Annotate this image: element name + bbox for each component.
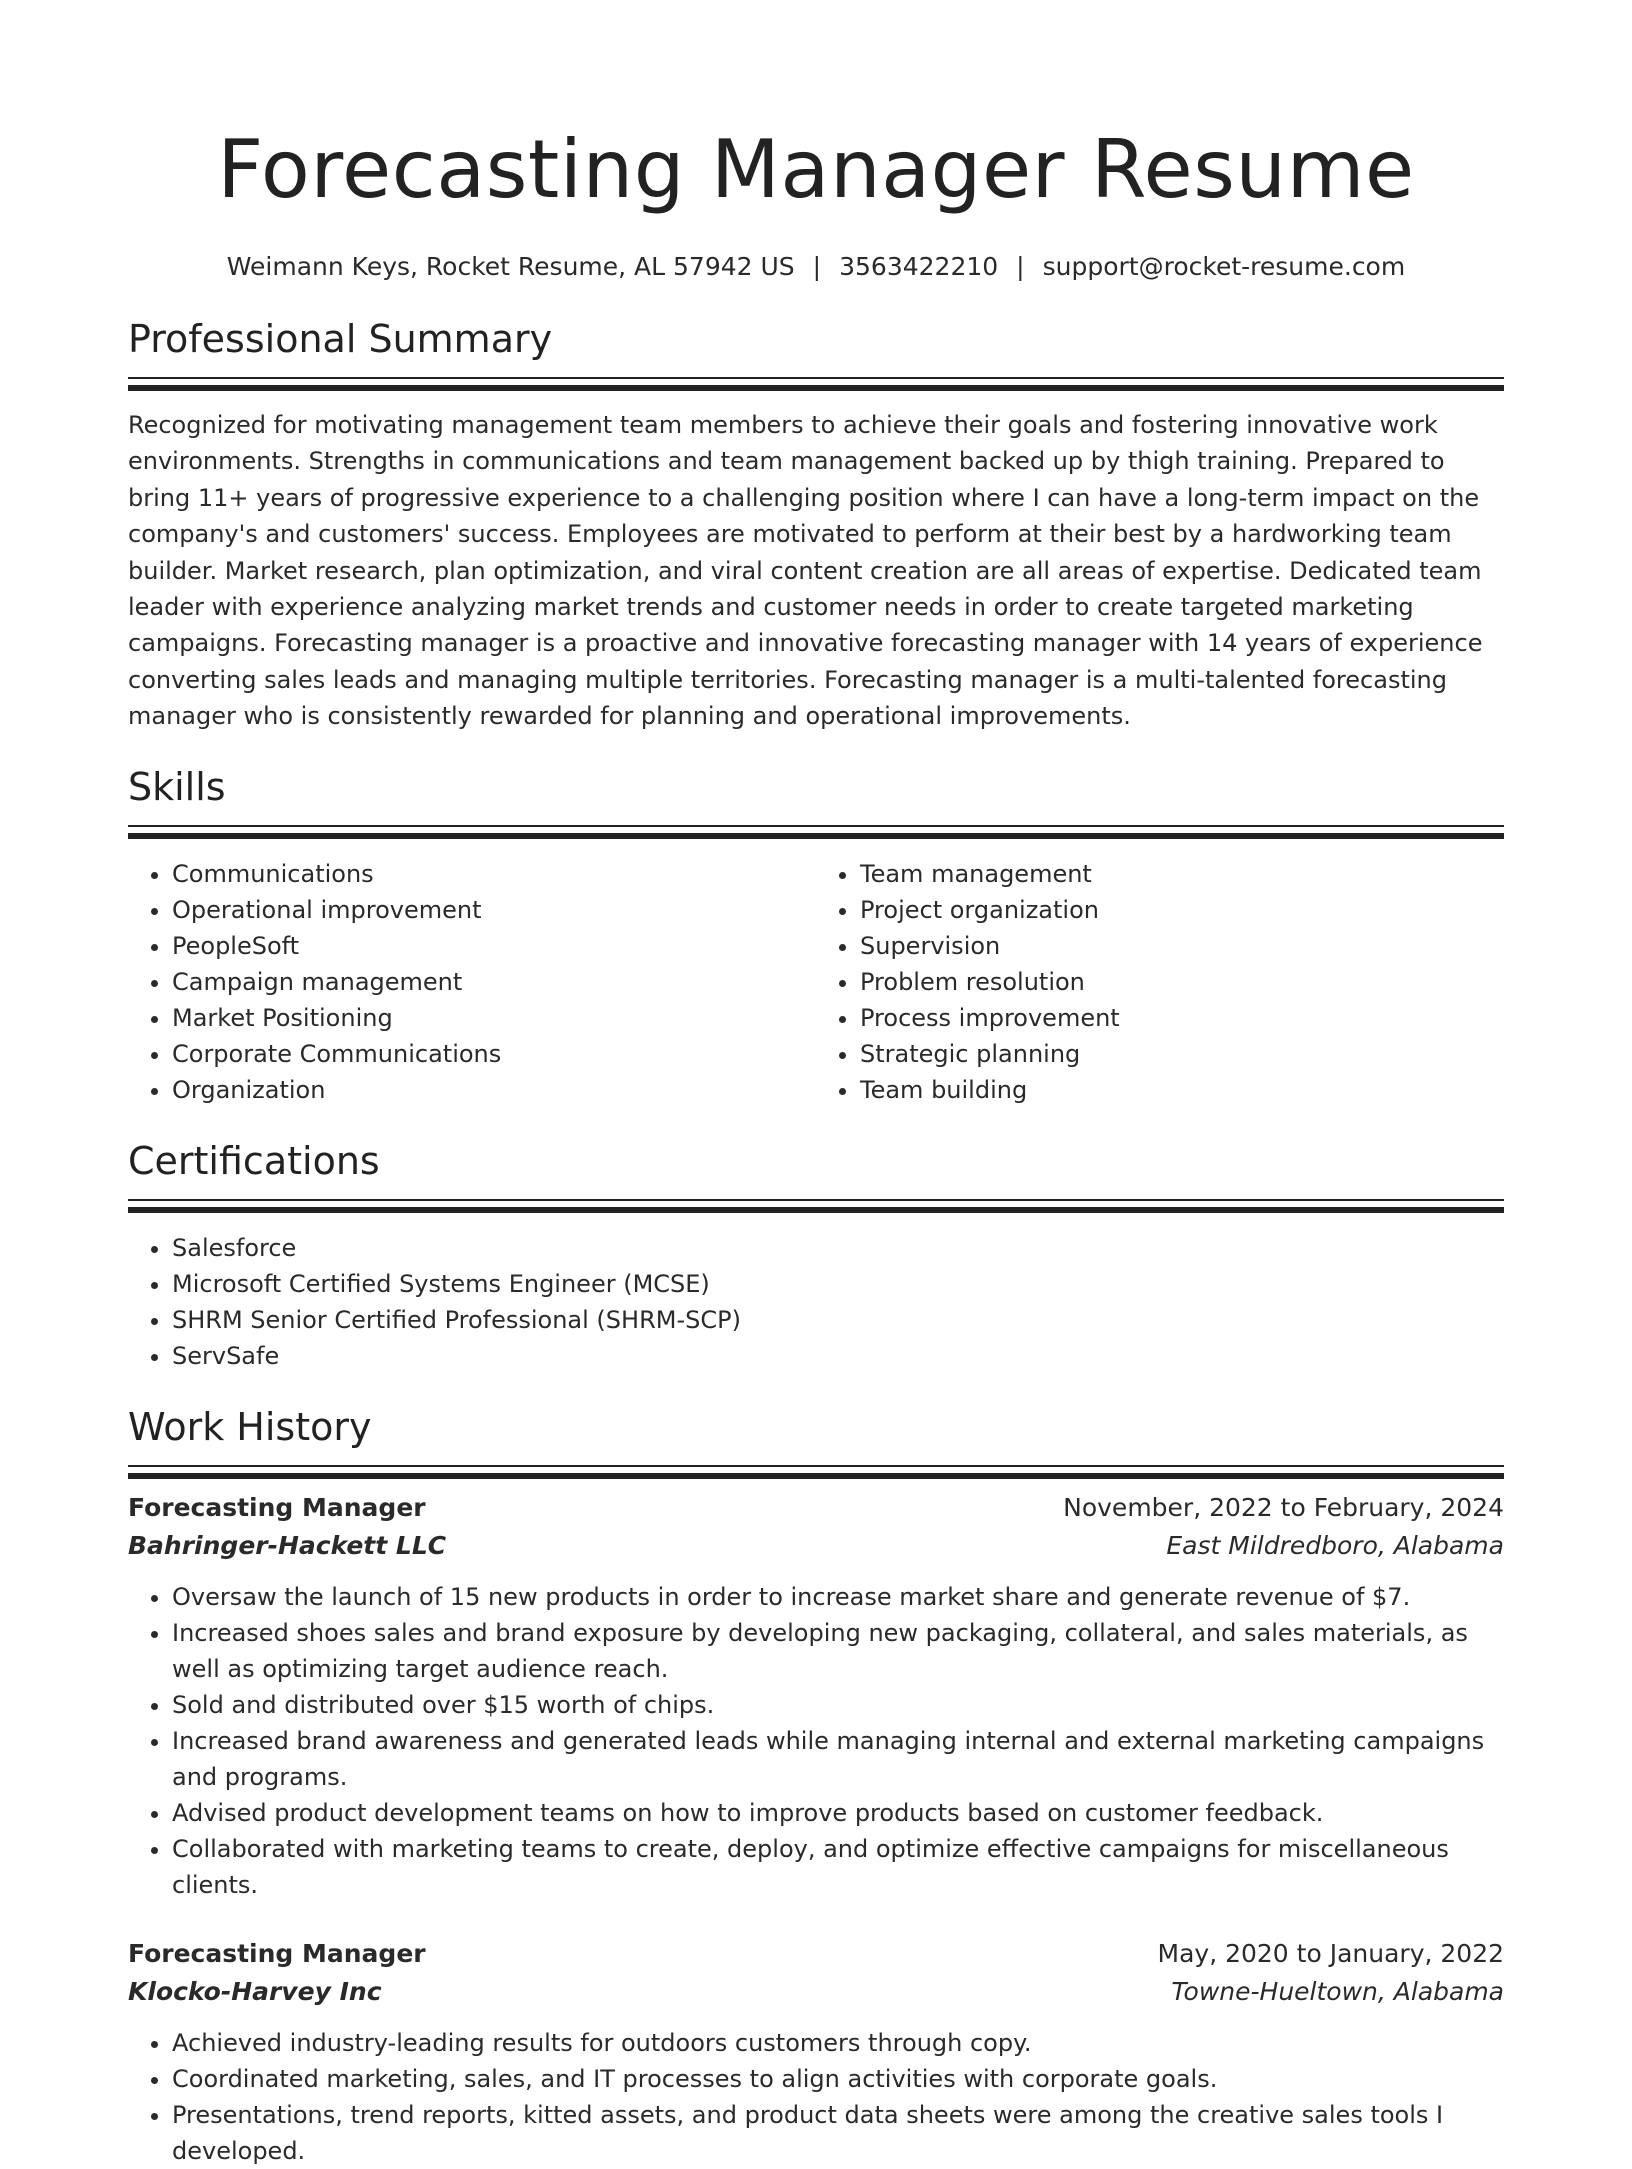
job-entry	[128, 1935, 1504, 2169]
job-bullet: • Increased brand awareness and generated leads while managing internal and external marketing campaigns and programs.	[172, 1723, 1504, 1795]
job-dates: May, 2020 to January, 2022	[1157, 1938, 1504, 1968]
skill-item: • Team building	[860, 1072, 1504, 1108]
work-history-heading: Work History	[128, 1404, 372, 1449]
skill-item: • Supervision	[860, 928, 1504, 964]
contact-line	[128, 250, 1504, 284]
section-divider	[128, 1199, 1504, 1213]
certification-item: • ServSafe	[172, 1338, 1504, 1374]
skill-item: • Organization	[172, 1072, 816, 1108]
skill-item: • Corporate Communications	[172, 1036, 816, 1072]
skills-columns	[128, 856, 1504, 1108]
job-bullet: • Coordinated marketing, sales, and IT processes to align activities with corporate goals.	[172, 2061, 1504, 2097]
contact-separator: |	[1016, 252, 1025, 281]
job-header	[128, 1935, 1504, 1973]
job-dates: November, 2022 to February, 2024	[1063, 1492, 1504, 1522]
job-bullets	[128, 1579, 1504, 1903]
skill-item: • Strategic planning	[860, 1036, 1504, 1072]
summary-text: Recognized for motivating management team members to achieve their goals and fostering innovative work environments. Strengths in communications and team management backed up by thigh training. Prepared to bring 11+ years of progressive experience to a challenging position where I can have a long-term impact on the company's and customers' success. Employees are motivated to perform at their best by a hardworking team builder. Market research, plan optimization, and viral content creation are all areas of expertise. Dedicated team leader with experience analyzing market trends and customer needs in order to create targeted marketing campaigns. Forecasting manager is a proactive and innovative forecasting manager with 14 years of experience converting sales leads and managing multiple territories. Forecasting manager is a multi-talented forecasting manager who is consistently rewarded for planning and operational improvements.	[128, 411, 1483, 731]
job-bullet: • Oversaw the launch of 15 new products in order to increase market share and generate revenue of $7.	[172, 1579, 1504, 1615]
job-bullet: • Advised product development teams on how to improve products based on customer feedback.	[172, 1795, 1504, 1831]
contact-phone: 3563422210	[839, 252, 999, 281]
summary-section	[128, 314, 1504, 735]
summary-heading: Professional Summary	[128, 317, 553, 361]
job-bullet: • Sold and distributed over $15 worth of chips.	[172, 1687, 1504, 1723]
job-company: Bahringer-Hackett LLC	[128, 1530, 447, 1560]
skill-item: • Communications	[172, 856, 816, 892]
job-bullet: • Achieved industry-leading results for outdoors customers through copy.	[172, 2025, 1504, 2061]
skill-item: • Operational improvement	[172, 892, 816, 928]
certification-item: • SHRM Senior Certified Professional (SHRM-SCP)	[172, 1302, 1504, 1338]
job-bullet: • Collaborated with marketing teams to create, deploy, and optimize effective campaigns for miscellaneous clients.	[172, 1831, 1504, 1903]
job-title: Forecasting Manager	[128, 1492, 426, 1522]
certification-item: • Salesforce	[172, 1230, 1504, 1266]
job-location: Towne-Hueltown, Alabama	[1171, 1976, 1504, 2006]
skill-item: • Problem resolution	[860, 964, 1504, 1000]
job-subheader	[128, 1527, 1504, 1565]
job-bullet: • Increased shoes sales and brand exposure by developing new packaging, collateral, and sales materials, as well as optimizing target audience reach.	[172, 1615, 1504, 1687]
certifications-heading: Certifications	[128, 1138, 380, 1183]
skills-heading: Skills	[128, 764, 226, 809]
skill-item: • Team management	[860, 856, 1504, 892]
skill-item: • Campaign management	[172, 964, 816, 1000]
section-divider	[128, 825, 1504, 839]
work-history-section	[128, 1402, 1504, 2169]
job-entry	[128, 1489, 1504, 1903]
contact-separator: |	[812, 252, 822, 281]
job-bullets	[128, 2025, 1504, 2169]
skills-section	[128, 762, 1504, 1108]
section-divider	[128, 377, 1504, 391]
section-divider	[128, 1465, 1504, 1479]
resume-page	[128, 0, 1504, 2169]
skill-item: • Market Positioning	[172, 1000, 816, 1036]
job-header	[128, 1489, 1504, 1527]
job-location: East Mildredboro, Alabama	[1166, 1530, 1504, 1560]
contact-email: support@rocket-resume.com	[1042, 252, 1406, 281]
certification-item: • Microsoft Certified Systems Engineer (MCSE)	[172, 1266, 1504, 1302]
skills-right-list	[816, 856, 1504, 1108]
page-title: Forecasting Manager Resume	[217, 123, 1415, 216]
certifications-list	[128, 1230, 1504, 1374]
skill-item: • PeopleSoft	[172, 928, 816, 964]
contact-address: Weimann Keys, Rocket Resume, AL 57942 US	[226, 252, 795, 281]
job-title: Forecasting Manager	[128, 1938, 426, 1968]
certifications-section	[128, 1136, 1504, 1374]
skill-item: • Project organization	[860, 892, 1504, 928]
skills-left-list	[128, 856, 816, 1108]
job-bullet: • Presentations, trend reports, kitted assets, and product data sheets were among the creative sales tools I developed.	[172, 2097, 1504, 2169]
skill-item: • Process improvement	[860, 1000, 1504, 1036]
job-company: Klocko-Harvey Inc	[128, 1976, 382, 2006]
job-subheader	[128, 1973, 1504, 2011]
